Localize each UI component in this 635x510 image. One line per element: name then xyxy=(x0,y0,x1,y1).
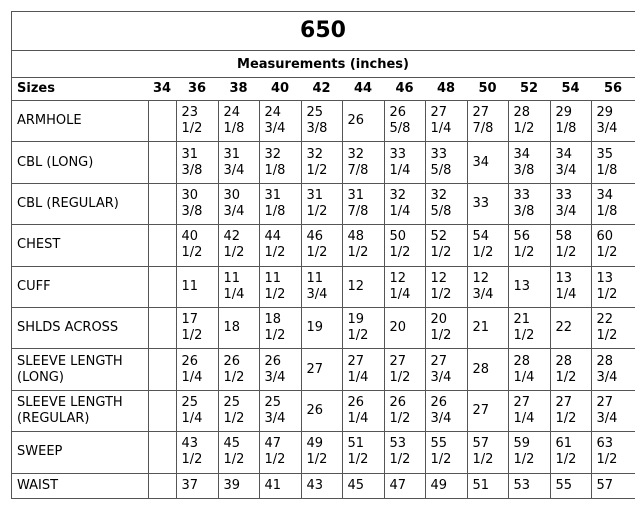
measurement-cell: 19 xyxy=(301,307,342,348)
measurement-cell: 27 7/8 xyxy=(467,101,508,142)
measurement-cell: 26 1/2 xyxy=(384,390,425,431)
measurement-cell: 32 1/8 xyxy=(259,142,301,183)
measurement-cell: 45 1/2 xyxy=(218,432,259,473)
measurement-cell xyxy=(148,183,176,224)
measurement-cell: 27 1/2 xyxy=(384,349,425,390)
sizes-label: Sizes xyxy=(11,78,148,101)
measurement-cell: 30 3/4 xyxy=(218,183,259,224)
size-header: 52 xyxy=(508,78,550,101)
table-row xyxy=(11,349,635,390)
measurement-cell: 55 1/2 xyxy=(425,432,467,473)
measurement-cell: 58 1/2 xyxy=(550,225,591,266)
measurement-cell: 31 7/8 xyxy=(342,183,384,224)
measurement-cell: 26 1/2 xyxy=(218,349,259,390)
measurement-cell: 25 1/2 xyxy=(218,390,259,431)
table-row xyxy=(11,432,635,473)
measurement-cell: 13 1/2 xyxy=(591,266,635,307)
measurement-cell xyxy=(148,390,176,431)
measurement-cell: 28 xyxy=(467,349,508,390)
size-header: 44 xyxy=(342,78,384,101)
measurement-cell: 26 1/4 xyxy=(342,390,384,431)
measurement-cell: 34 xyxy=(467,142,508,183)
size-header: 40 xyxy=(259,78,301,101)
measurement-cell: 48 1/2 xyxy=(342,225,384,266)
measurement-cell: 32 1/4 xyxy=(384,183,425,224)
size-header: 54 xyxy=(550,78,591,101)
measurement-cell: 26 3/4 xyxy=(425,390,467,431)
measurement-cell: 11 xyxy=(176,266,218,307)
measurement-cell: 46 1/2 xyxy=(301,225,342,266)
measurement-cell: 12 3/4 xyxy=(467,266,508,307)
measurement-cell xyxy=(148,225,176,266)
size-header: 48 xyxy=(425,78,467,101)
measurement-cell: 23 1/2 xyxy=(176,101,218,142)
size-header: 42 xyxy=(301,78,342,101)
row-label: CBL (LONG) xyxy=(11,142,148,183)
measurement-cell: 53 xyxy=(508,473,550,499)
measurement-cell: 51 xyxy=(467,473,508,499)
size-header: 38 xyxy=(218,78,259,101)
measurement-cell: 57 xyxy=(591,473,635,499)
measurement-cell: 33 1/4 xyxy=(384,142,425,183)
measurement-cell: 28 3/4 xyxy=(591,349,635,390)
measurement-cell: 17 1/2 xyxy=(176,307,218,348)
row-label: SHLDS ACROSS xyxy=(11,307,148,348)
measurement-cell: 35 1/8 xyxy=(591,142,635,183)
measurement-cell xyxy=(148,266,176,307)
measurement-cell xyxy=(148,307,176,348)
measurement-cell: 33 3/8 xyxy=(508,183,550,224)
measurement-cell: 24 3/4 xyxy=(259,101,301,142)
measurement-cell: 34 3/4 xyxy=(550,142,591,183)
table-row xyxy=(11,266,635,307)
measurement-cell: 49 1/2 xyxy=(301,432,342,473)
measurement-cell: 29 1/8 xyxy=(550,101,591,142)
measurement-cell: 44 1/2 xyxy=(259,225,301,266)
row-label: CHEST xyxy=(11,225,148,266)
measurement-cell: 25 1/4 xyxy=(176,390,218,431)
measurement-cell: 27 3/4 xyxy=(425,349,467,390)
row-label: SLEEVE LENGTH (LONG) xyxy=(11,349,148,390)
measurement-cell: 12 1/4 xyxy=(384,266,425,307)
measurement-cell: 31 1/2 xyxy=(301,183,342,224)
measurement-cell xyxy=(148,142,176,183)
measurement-cell: 33 xyxy=(467,183,508,224)
measurement-cell: 26 xyxy=(342,101,384,142)
measurement-cell: 52 1/2 xyxy=(425,225,467,266)
measurement-cell: 30 3/8 xyxy=(176,183,218,224)
row-label: SLEEVE LENGTH (REGULAR) xyxy=(11,390,148,431)
measurement-cell: 18 1/2 xyxy=(259,307,301,348)
measurement-cell: 25 3/4 xyxy=(259,390,301,431)
measurement-cell: 25 3/8 xyxy=(301,101,342,142)
measurement-cell xyxy=(148,101,176,142)
measurement-cell: 29 3/4 xyxy=(591,101,635,142)
measurement-cell: 53 1/2 xyxy=(384,432,425,473)
measurement-cell: 11 1/4 xyxy=(218,266,259,307)
measurement-cell: 28 1/2 xyxy=(550,349,591,390)
measurement-cell: 56 1/2 xyxy=(508,225,550,266)
measurement-cell: 22 xyxy=(550,307,591,348)
table-row xyxy=(11,225,635,266)
measurement-cell: 21 xyxy=(467,307,508,348)
measurements-header: Measurements (inches) xyxy=(11,50,635,77)
measurements-table xyxy=(11,77,635,499)
measurement-cell: 27 xyxy=(301,349,342,390)
measurement-cell: 40 1/2 xyxy=(176,225,218,266)
measurement-cell: 21 1/2 xyxy=(508,307,550,348)
row-label: CBL (REGULAR) xyxy=(11,183,148,224)
size-header: 56 xyxy=(591,78,635,101)
measurement-cell: 33 3/4 xyxy=(550,183,591,224)
measurement-cell: 26 1/4 xyxy=(176,349,218,390)
measurement-cell xyxy=(148,432,176,473)
table-row xyxy=(11,307,635,348)
table-row xyxy=(11,473,635,499)
table-row xyxy=(11,142,635,183)
measurement-cell: 27 1/4 xyxy=(508,390,550,431)
measurement-cell: 27 1/4 xyxy=(342,349,384,390)
measurement-cell: 26 5/8 xyxy=(384,101,425,142)
measurement-cell: 11 3/4 xyxy=(301,266,342,307)
measurement-cell: 22 1/2 xyxy=(591,307,635,348)
measurement-cell: 13 1/4 xyxy=(550,266,591,307)
sizes-header-row xyxy=(11,78,635,101)
chart-title: 650 xyxy=(300,18,346,43)
measurement-cell: 59 1/2 xyxy=(508,432,550,473)
measurement-cell: 42 1/2 xyxy=(218,225,259,266)
measurement-cell: 51 1/2 xyxy=(342,432,384,473)
measurement-cell: 60 1/2 xyxy=(591,225,635,266)
measurement-cell: 20 xyxy=(384,307,425,348)
measurement-cell xyxy=(148,473,176,499)
size-header: 50 xyxy=(467,78,508,101)
table-row xyxy=(11,390,635,431)
table-row xyxy=(11,101,635,142)
measurement-cell: 13 xyxy=(508,266,550,307)
measurement-cell: 26 3/4 xyxy=(259,349,301,390)
measurement-cell: 26 xyxy=(301,390,342,431)
measurement-cell: 49 xyxy=(425,473,467,499)
measurement-cell: 31 3/8 xyxy=(176,142,218,183)
measurement-cell: 27 1/4 xyxy=(425,101,467,142)
row-label: ARMHOLE xyxy=(11,101,148,142)
measurement-cell: 28 1/4 xyxy=(508,349,550,390)
row-label: CUFF xyxy=(11,266,148,307)
measurement-cell: 43 1/2 xyxy=(176,432,218,473)
measurement-cell: 47 1/2 xyxy=(259,432,301,473)
measurement-cell: 37 xyxy=(176,473,218,499)
measurement-cell: 45 xyxy=(342,473,384,499)
measurement-cell: 41 xyxy=(259,473,301,499)
row-label: SWEEP xyxy=(11,432,148,473)
size-header: 34 xyxy=(148,78,176,101)
row-label: WAIST xyxy=(11,473,148,499)
measurement-cell: 28 1/2 xyxy=(508,101,550,142)
measurement-cell: 55 xyxy=(550,473,591,499)
measurement-cell: 63 1/2 xyxy=(591,432,635,473)
measurement-cell: 32 5/8 xyxy=(425,183,467,224)
measurement-cell: 43 xyxy=(301,473,342,499)
measurement-cell: 11 1/2 xyxy=(259,266,301,307)
measurement-cell: 39 xyxy=(218,473,259,499)
measurement-cell: 50 1/2 xyxy=(384,225,425,266)
measurement-cell: 27 xyxy=(467,390,508,431)
measurement-cell: 31 1/8 xyxy=(259,183,301,224)
measurement-cell: 31 3/4 xyxy=(218,142,259,183)
measurement-cell: 18 xyxy=(218,307,259,348)
measurement-cell: 34 3/8 xyxy=(508,142,550,183)
measurement-cell: 20 1/2 xyxy=(425,307,467,348)
measurement-cell: 57 1/2 xyxy=(467,432,508,473)
measurement-cell: 32 7/8 xyxy=(342,142,384,183)
measurement-cell: 12 xyxy=(342,266,384,307)
measurement-cell: 34 1/8 xyxy=(591,183,635,224)
measurement-cell: 24 1/8 xyxy=(218,101,259,142)
measurement-cell: 33 5/8 xyxy=(425,142,467,183)
measurement-cell: 12 1/2 xyxy=(425,266,467,307)
measurement-cell xyxy=(148,349,176,390)
measurement-cell: 32 1/2 xyxy=(301,142,342,183)
measurement-cell: 27 1/2 xyxy=(550,390,591,431)
measurement-cell: 47 xyxy=(384,473,425,499)
size-header: 46 xyxy=(384,78,425,101)
measurement-cell: 54 1/2 xyxy=(467,225,508,266)
size-header: 36 xyxy=(176,78,218,101)
table-row xyxy=(11,183,635,224)
measurement-cell: 27 3/4 xyxy=(591,390,635,431)
measurement-cell: 61 1/2 xyxy=(550,432,591,473)
measurement-cell: 19 1/2 xyxy=(342,307,384,348)
